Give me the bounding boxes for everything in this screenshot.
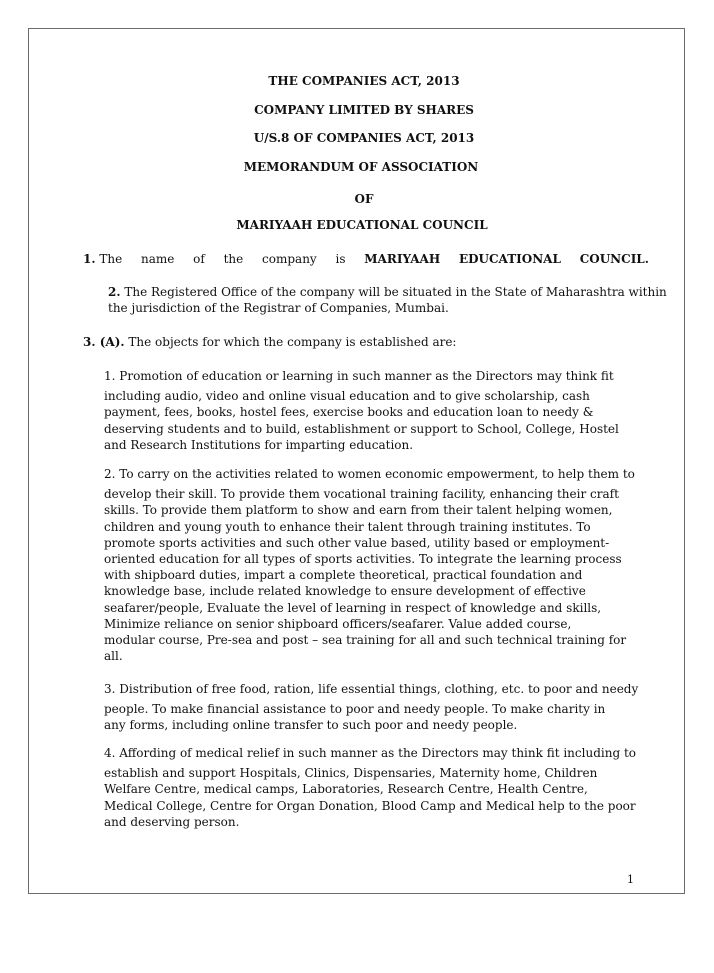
object-line: and deserving person. bbox=[104, 814, 240, 829]
clause-1-name-word: COUNCIL. bbox=[579, 252, 649, 266]
object-line: with shipboard duties, impart a complete theoretical, practical foundation and bbox=[104, 568, 583, 583]
object-line: oriented education for all types of sports activities. To integrate the learning process bbox=[104, 552, 622, 567]
object-line: payment, fees, books, hostel fees, exercise books and education loan to needy & bbox=[104, 405, 594, 420]
object-line: all. bbox=[104, 649, 123, 664]
page-number: 1 bbox=[627, 873, 634, 886]
section-reference: U/S.8 OF COMPANIES ACT, 2013 bbox=[253, 131, 475, 145]
object-line: any forms, including online transfer to such poor and needy people. bbox=[104, 718, 518, 733]
object-line: 1. Promotion of education or learning in such manner as the Directors may think fit bbox=[104, 369, 614, 383]
company-name-heading: MARIYAAH EDUCATIONAL COUNCIL bbox=[236, 218, 488, 232]
object-line: seafarer/people, Evaluate the level of learning in respect of knowledge and skills, bbox=[104, 600, 602, 615]
clause-1-name-word: EDUCATIONAL bbox=[458, 252, 561, 266]
clause-1-lead bbox=[83, 252, 122, 267]
clause-1-name-word: MARIYAAH bbox=[364, 252, 441, 266]
object-4 bbox=[104, 745, 636, 830]
object-line: establish and support Hospitals, Clinics, Dispensaries, Maternity home, Children bbox=[104, 766, 598, 781]
clause-2 bbox=[108, 284, 667, 316]
clause-1-word: of bbox=[193, 252, 205, 266]
clause-1-word: company bbox=[262, 252, 317, 266]
clause-3a-line bbox=[83, 334, 456, 350]
clause-2-line: the jurisdiction of the Registrar of Companies, Mumbai. bbox=[108, 301, 449, 316]
object-line: children and young youth to enhance their talent through training institutes. To bbox=[104, 519, 591, 534]
object-line: skills. To provide them platform to show and earn from their talent helping women, bbox=[104, 503, 613, 518]
object-line: and Research Institutions for imparting education. bbox=[104, 437, 414, 452]
object-line: Welfare Centre, medical camps, Laboratories, Research Centre, Health Centre, bbox=[104, 782, 588, 797]
object-1 bbox=[104, 368, 619, 453]
object-line: 4. Affording of medical relief in such manner as the Directors may think fit including to bbox=[104, 746, 636, 760]
object-3 bbox=[104, 681, 638, 734]
clause-1-word: the bbox=[223, 252, 244, 266]
clause-1-number: 1. bbox=[83, 252, 96, 266]
object-line: knowledge base, include related knowledge to ensure development of effective bbox=[104, 584, 586, 599]
object-line: Minimize reliance on senior shipboard officers/seafarer. Value added course, bbox=[104, 616, 572, 631]
object-line: including audio, video and online visual education and to give scholarship, cash bbox=[104, 389, 590, 404]
object-line: people. To make financial assistance to poor and needy people. To make charity in bbox=[104, 702, 606, 717]
company-type: COMPANY LIMITED BY SHARES bbox=[254, 103, 474, 117]
clause-1 bbox=[83, 252, 649, 267]
clause-2-line bbox=[108, 284, 667, 300]
document-title: MEMORANDUM OF ASSOCIATION bbox=[243, 160, 479, 174]
object-line: modular course, Pre-sea and post – sea training for all and such technical training for bbox=[104, 633, 627, 648]
object-line: promote sports activities and such other value based, utility based or employment- bbox=[104, 535, 610, 550]
heading-of: OF bbox=[354, 192, 374, 206]
clause-2-number: 2. bbox=[108, 285, 121, 299]
clause-2-text: The Registered Office of the company will be situated in the State of Maharashtra within bbox=[124, 285, 667, 299]
object-line: 3. Distribution of free food, ration, life essential things, clothing, etc. to poor and needy bbox=[104, 682, 639, 696]
object-2 bbox=[104, 466, 635, 664]
object-line: 2. To carry on the activities related to women economic empowerment, to help them to bbox=[104, 467, 635, 481]
clause-3a bbox=[83, 334, 456, 350]
act-title: THE COMPANIES ACT, 2013 bbox=[268, 74, 460, 88]
object-line: Medical College, Centre for Organ Donation, Blood Camp and Medical help to the poor bbox=[104, 798, 636, 813]
object-line: develop their skill. To provide them vocational training facility, enhancing their craft bbox=[104, 487, 619, 502]
clause-1-word: The bbox=[99, 252, 123, 266]
object-line: deserving students and to build, establishment or support to School, College, Hostel bbox=[104, 421, 619, 436]
clause-1-word: is bbox=[335, 252, 346, 266]
clause-1-word: name bbox=[140, 252, 175, 266]
clause-3a-number: 3. (A). bbox=[83, 335, 125, 349]
clause-3a-text: The objects for which the company is established are: bbox=[128, 335, 457, 349]
